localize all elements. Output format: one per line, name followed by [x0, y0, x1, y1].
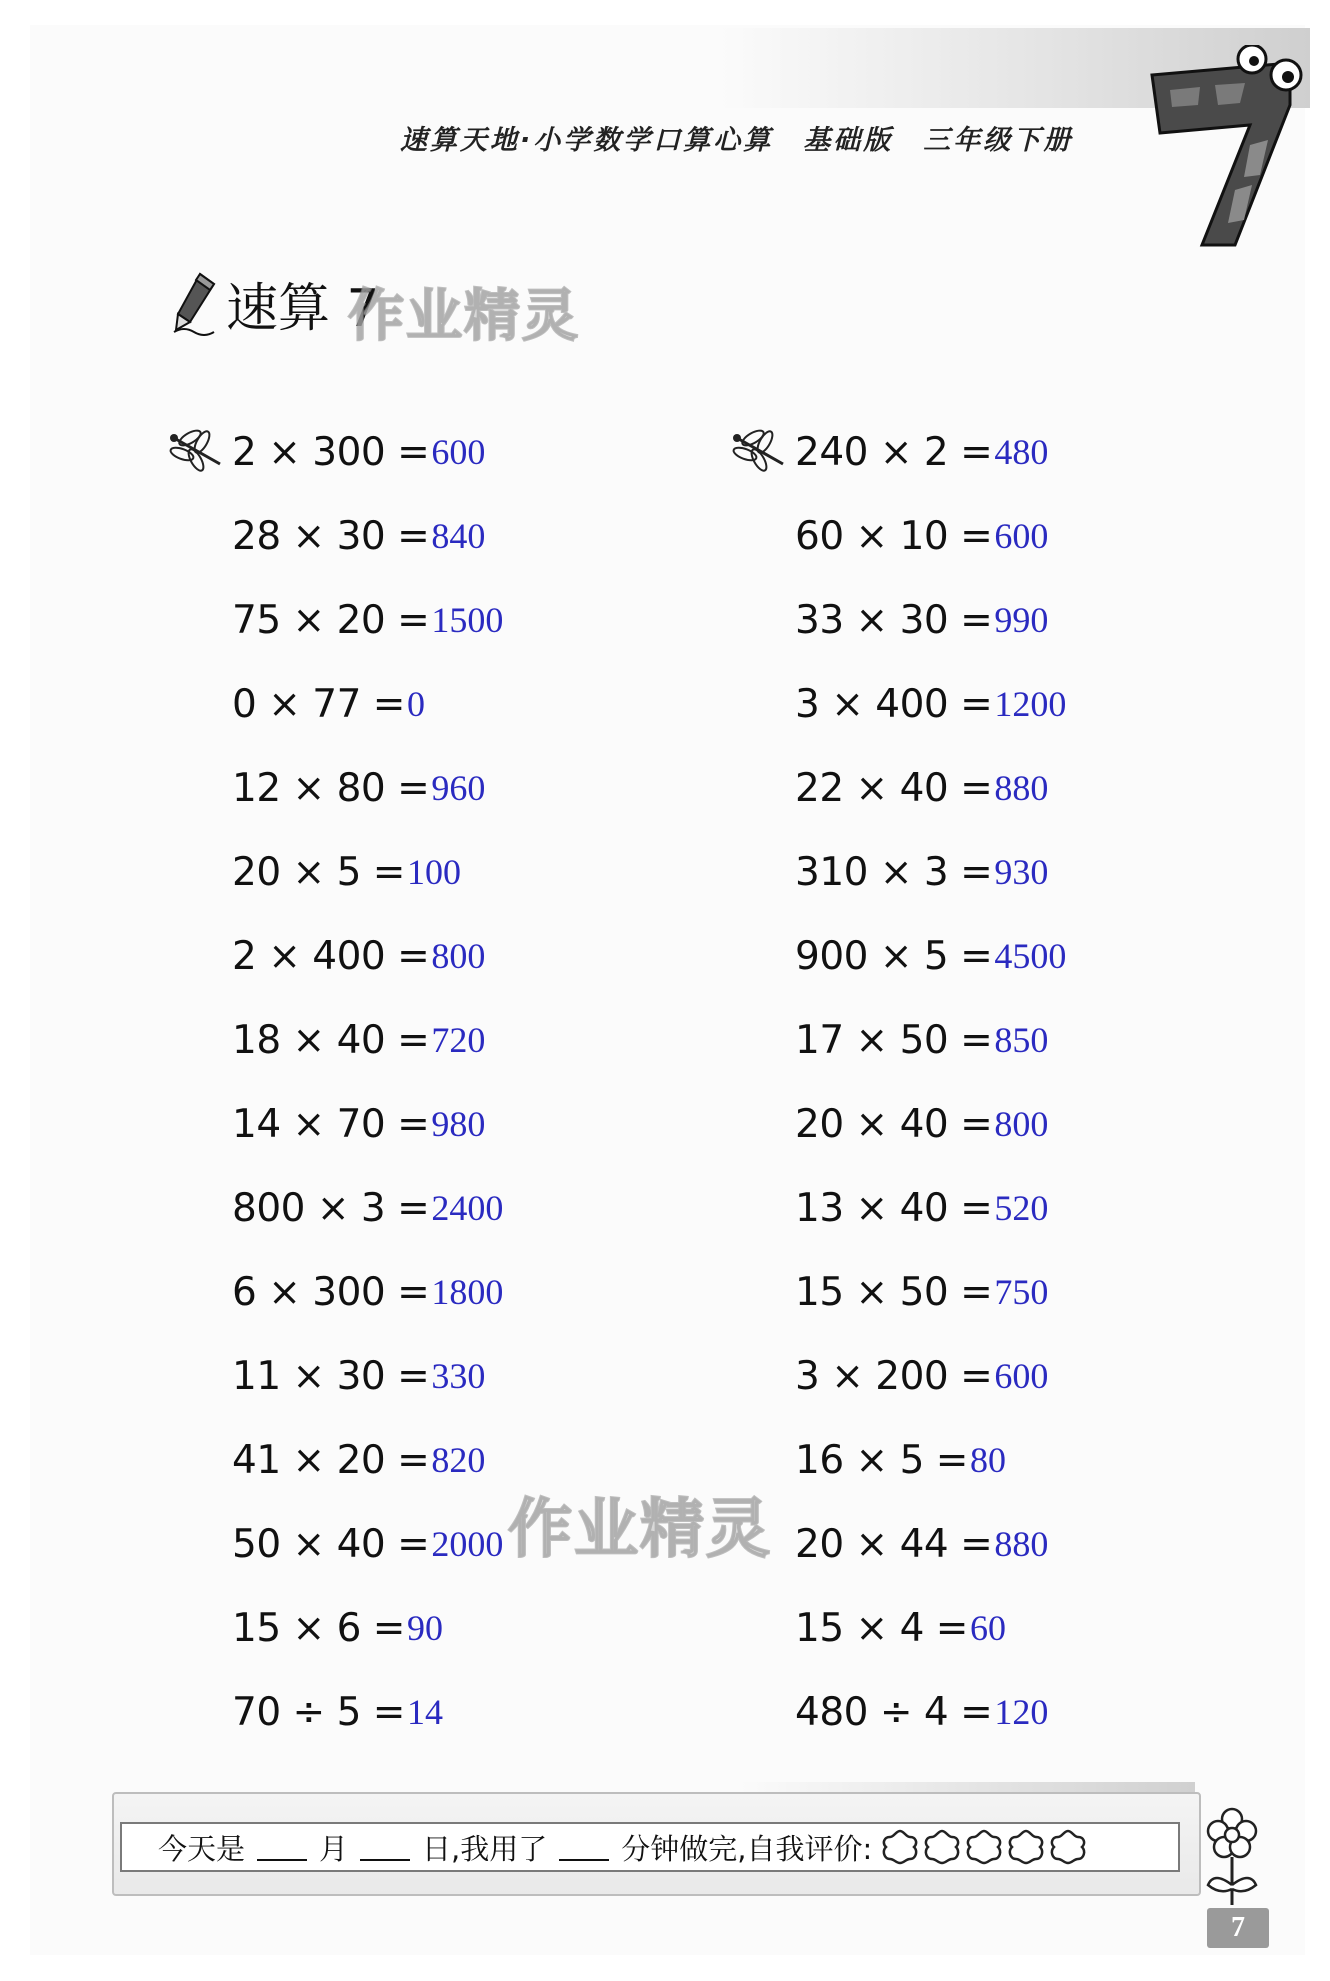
rating-stars	[880, 1827, 1090, 1867]
problem-row	[795, 830, 1066, 914]
flower-icon	[1200, 1805, 1265, 1910]
month-label: 月	[319, 1831, 349, 1866]
minutes-done-label: 分钟做完,自我评价:	[621, 1831, 873, 1866]
problem-answer: 1500	[431, 600, 504, 640]
problem-expression: 33 × 30 =	[795, 597, 993, 643]
month-blank[interactable]	[257, 1833, 307, 1861]
problem-expression: 50 × 40 =	[232, 1521, 430, 1567]
problem-expression: 20 × 40 =	[795, 1101, 993, 1147]
problem-expression: 11 × 30 =	[232, 1353, 430, 1399]
problem-expression: 16 × 5 =	[795, 1437, 968, 1483]
problem-row	[795, 746, 1066, 830]
problem-answer: 100	[407, 852, 461, 892]
problem-row	[232, 998, 503, 1082]
problem-expression: 14 × 70 =	[232, 1101, 430, 1147]
problem-answer: 600	[994, 1356, 1049, 1396]
problem-row	[232, 1166, 503, 1250]
problem-answer: 840	[431, 516, 486, 556]
problem-expression: 22 × 40 =	[795, 765, 993, 811]
problem-answer: 990	[994, 600, 1049, 640]
problem-answer: 800	[994, 1104, 1049, 1144]
problem-answer: 930	[994, 852, 1049, 892]
right-problem-column	[795, 410, 1066, 1754]
problem-expression: 2 × 400 =	[232, 933, 430, 979]
star-outline-icon[interactable]	[1006, 1827, 1046, 1867]
star-outline-icon[interactable]	[964, 1827, 1004, 1867]
problem-answer: 520	[994, 1188, 1049, 1228]
problem-expression: 310 × 3 =	[795, 849, 993, 895]
problem-expression: 17 × 50 =	[795, 1017, 993, 1063]
problem-expression: 41 × 20 =	[232, 1437, 430, 1483]
problem-row	[795, 1670, 1066, 1754]
problem-expression: 3 × 200 =	[795, 1353, 993, 1399]
problem-answer: 1200	[994, 684, 1067, 724]
star-outline-icon[interactable]	[1048, 1827, 1088, 1867]
problem-expression: 6 × 300 =	[232, 1269, 430, 1315]
problem-answer: 14	[407, 1692, 443, 1732]
problem-expression: 480 ÷ 4 =	[795, 1689, 993, 1735]
problem-answer: 0	[407, 684, 425, 724]
problem-expression: 20 × 5 =	[232, 849, 405, 895]
problem-answer: 4500	[994, 936, 1067, 976]
problem-answer: 90	[407, 1608, 443, 1648]
problem-row	[232, 830, 503, 914]
left-problem-column	[232, 410, 503, 1754]
problem-row	[232, 1586, 503, 1670]
problem-row	[232, 746, 503, 830]
problem-answer: 980	[431, 1104, 486, 1144]
problem-answer: 800	[431, 936, 486, 976]
problem-row	[232, 1670, 503, 1754]
star-outline-icon[interactable]	[922, 1827, 962, 1867]
problem-answer: 1800	[431, 1272, 504, 1312]
problem-expression: 2 × 300 =	[232, 429, 430, 475]
problem-answer: 720	[431, 1020, 486, 1060]
problem-row	[795, 1166, 1066, 1250]
problem-answer: 820	[431, 1440, 486, 1480]
book-title: 速算天地·小学数学口算心算 基础版 三年级下册	[400, 125, 1074, 156]
today-label: 今天是	[158, 1831, 246, 1866]
problem-expression: 900 × 5 =	[795, 933, 993, 979]
problem-expression: 18 × 40 =	[232, 1017, 430, 1063]
dragonfly-icon	[731, 428, 789, 472]
problem-expression: 13 × 40 =	[795, 1185, 993, 1231]
problem-row	[795, 914, 1066, 998]
problem-row	[795, 662, 1066, 746]
problem-answer: 850	[994, 1020, 1049, 1060]
watermark: 作业精灵	[508, 1493, 772, 1567]
problem-expression: 12 × 80 =	[232, 765, 430, 811]
problem-answer: 600	[994, 516, 1049, 556]
problem-row	[232, 1250, 503, 1334]
problem-row	[232, 1082, 503, 1166]
problem-row	[795, 578, 1066, 662]
problem-expression: 15 × 50 =	[795, 1269, 993, 1315]
problem-expression: 20 × 44 =	[795, 1521, 993, 1567]
problem-answer: 480	[994, 432, 1049, 472]
number-seven-giraffe-icon	[1140, 45, 1305, 255]
pencil-icon	[170, 270, 218, 336]
problem-row	[795, 1418, 1066, 1502]
minutes-blank[interactable]	[559, 1833, 609, 1861]
problem-row	[795, 1082, 1066, 1166]
problem-row	[795, 410, 1066, 494]
problem-expression: 70 ÷ 5 =	[232, 1689, 405, 1735]
problem-expression: 3 × 400 =	[795, 681, 993, 727]
watermark: 作业精灵	[348, 284, 580, 349]
problem-row	[232, 494, 503, 578]
problem-answer: 880	[994, 768, 1049, 808]
problem-expression: 60 × 10 =	[795, 513, 993, 559]
problem-row	[232, 914, 503, 998]
star-outline-icon[interactable]	[880, 1827, 920, 1867]
problem-row	[232, 662, 503, 746]
day-blank[interactable]	[360, 1833, 410, 1861]
dragonfly-icon	[168, 428, 226, 472]
problem-expression: 28 × 30 =	[232, 513, 430, 559]
problem-row	[232, 1502, 503, 1586]
problem-answer: 960	[431, 768, 486, 808]
problem-answer: 600	[431, 432, 486, 472]
problem-answer: 80	[970, 1440, 1006, 1480]
problem-answer: 330	[431, 1356, 486, 1396]
problem-row	[795, 494, 1066, 578]
problem-answer: 2000	[431, 1524, 504, 1564]
problem-row	[795, 1250, 1066, 1334]
self-evaluation-bar	[120, 1822, 1180, 1872]
problem-answer: 750	[994, 1272, 1049, 1312]
problem-row	[795, 1334, 1066, 1418]
problem-expression: 75 × 20 =	[232, 597, 430, 643]
section-title: 速算 7	[226, 278, 380, 339]
problem-expression: 0 × 77 =	[232, 681, 405, 727]
problem-answer: 2400	[431, 1188, 504, 1228]
problem-expression: 240 × 2 =	[795, 429, 993, 475]
page-number: 7	[1207, 1908, 1269, 1948]
problem-row	[232, 578, 503, 662]
day-used-label: 日,我用了	[422, 1831, 548, 1866]
problem-expression: 15 × 6 =	[232, 1605, 405, 1651]
problem-expression: 15 × 4 =	[795, 1605, 968, 1651]
problem-row	[795, 1586, 1066, 1670]
problem-row	[795, 998, 1066, 1082]
problem-row	[232, 1334, 503, 1418]
problem-answer: 60	[970, 1608, 1006, 1648]
problem-expression: 800 × 3 =	[232, 1185, 430, 1231]
problem-row	[795, 1502, 1066, 1586]
problem-row	[232, 1418, 503, 1502]
problem-answer: 120	[994, 1692, 1049, 1732]
problem-answer: 880	[994, 1524, 1049, 1564]
problem-row	[232, 410, 503, 494]
